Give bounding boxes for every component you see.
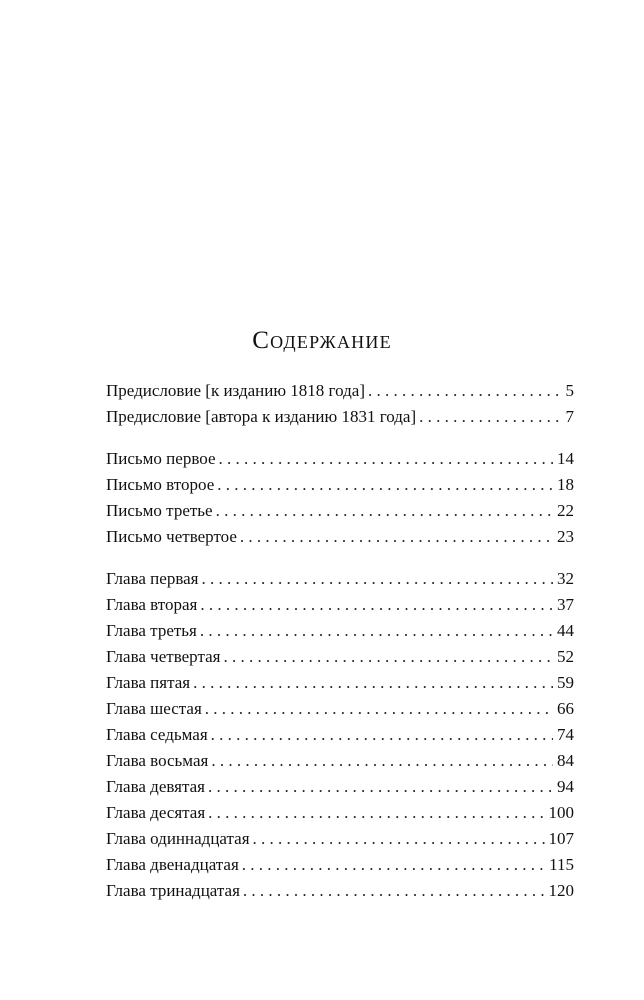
dot-leader	[253, 826, 545, 852]
toc-entry-page: 120	[548, 881, 574, 900]
toc-entry[interactable]	[106, 722, 574, 748]
dot-leader	[217, 472, 553, 498]
toc-entry-page: 7	[565, 407, 574, 426]
toc-entry-label: Письмо второе	[106, 475, 215, 494]
toc-entry-page: 115	[549, 855, 574, 874]
toc-entry-page: 37	[557, 595, 574, 614]
dot-leader	[205, 696, 553, 722]
toc-entry[interactable]	[106, 472, 574, 498]
toc-entry-page: 22	[557, 501, 574, 520]
toc-entry-label: Глава первая	[106, 569, 199, 588]
toc-entry[interactable]	[106, 644, 574, 670]
dot-leader	[216, 498, 553, 524]
dot-leader	[243, 878, 545, 904]
dot-leader	[223, 644, 553, 670]
dot-leader	[219, 446, 554, 472]
toc-entry-label: Глава восьмая	[106, 751, 209, 770]
dot-leader	[368, 378, 562, 404]
dot-leader	[242, 852, 545, 878]
toc-entry-page: 18	[557, 475, 574, 494]
toc-entry-label: Глава седьмая	[106, 725, 208, 744]
toc-group-prefaces	[106, 378, 574, 430]
toc-entry-page: 74	[557, 725, 574, 744]
toc-entry-label: Глава десятая	[106, 803, 206, 822]
toc-entry[interactable]	[106, 826, 574, 852]
toc-title: Содержание	[252, 327, 392, 354]
toc-entry-label: Глава двенадцатая	[106, 855, 239, 874]
toc-entry-label: Глава девятая	[106, 777, 205, 796]
table-of-contents	[106, 378, 574, 904]
toc-entry[interactable]	[106, 878, 574, 904]
toc-entry-label: Письмо первое	[106, 449, 216, 468]
toc-entry[interactable]	[106, 852, 574, 878]
dot-leader	[193, 670, 553, 696]
toc-entry[interactable]	[106, 696, 574, 722]
toc-entry[interactable]	[106, 618, 574, 644]
toc-entry-page: 14	[557, 449, 574, 468]
toc-entry[interactable]	[106, 378, 574, 404]
toc-entry-label: Глава третья	[106, 621, 197, 640]
toc-entry-page: 5	[565, 381, 574, 400]
toc-entry-page: 107	[548, 829, 574, 848]
dot-leader	[200, 618, 553, 644]
toc-entry[interactable]	[106, 404, 574, 430]
toc-entry[interactable]	[106, 670, 574, 696]
dot-leader	[208, 800, 544, 826]
toc-entry-label: Глава шестая	[106, 699, 202, 718]
dot-leader	[202, 566, 554, 592]
dot-leader	[211, 748, 553, 774]
toc-group-letters	[106, 446, 574, 550]
toc-entry-page: 100	[548, 803, 574, 822]
toc-entry-label: Предисловие [автора к изданию 1831 года]	[106, 407, 417, 426]
toc-entry[interactable]	[106, 524, 574, 550]
toc-entry-label: Глава одиннадцатая	[106, 829, 250, 848]
toc-entry-label: Глава четвертая	[106, 647, 221, 666]
toc-entry-label: Предисловие [к изданию 1818 года]	[106, 381, 365, 400]
toc-group-chapters	[106, 566, 574, 904]
toc-entry-page: 84	[557, 751, 574, 770]
dot-leader	[200, 592, 553, 618]
toc-entry-label: Письмо третье	[106, 501, 213, 520]
toc-entry-page: 59	[557, 673, 574, 692]
toc-entry[interactable]	[106, 566, 574, 592]
toc-entry-label: Глава тринадцатая	[106, 881, 240, 900]
toc-entry[interactable]	[106, 446, 574, 472]
dot-leader	[208, 774, 553, 800]
toc-entry-label: Глава пятая	[106, 673, 191, 692]
toc-entry[interactable]	[106, 774, 574, 800]
toc-entry-page: 32	[557, 569, 574, 588]
toc-entry-label: Глава вторая	[106, 595, 198, 614]
toc-entry[interactable]	[106, 592, 574, 618]
dot-leader	[211, 722, 553, 748]
toc-entry[interactable]	[106, 498, 574, 524]
dot-leader	[419, 404, 561, 430]
toc-entry-page: 52	[557, 647, 574, 666]
toc-entry-page: 44	[557, 621, 574, 640]
toc-entry[interactable]	[106, 800, 574, 826]
toc-entry[interactable]	[106, 748, 574, 774]
dot-leader	[240, 524, 553, 550]
toc-entry-page: 23	[557, 527, 574, 546]
toc-entry-page: 66	[557, 699, 574, 718]
toc-entry-label: Письмо четвертое	[106, 527, 237, 546]
toc-entry-page: 94	[557, 777, 574, 796]
